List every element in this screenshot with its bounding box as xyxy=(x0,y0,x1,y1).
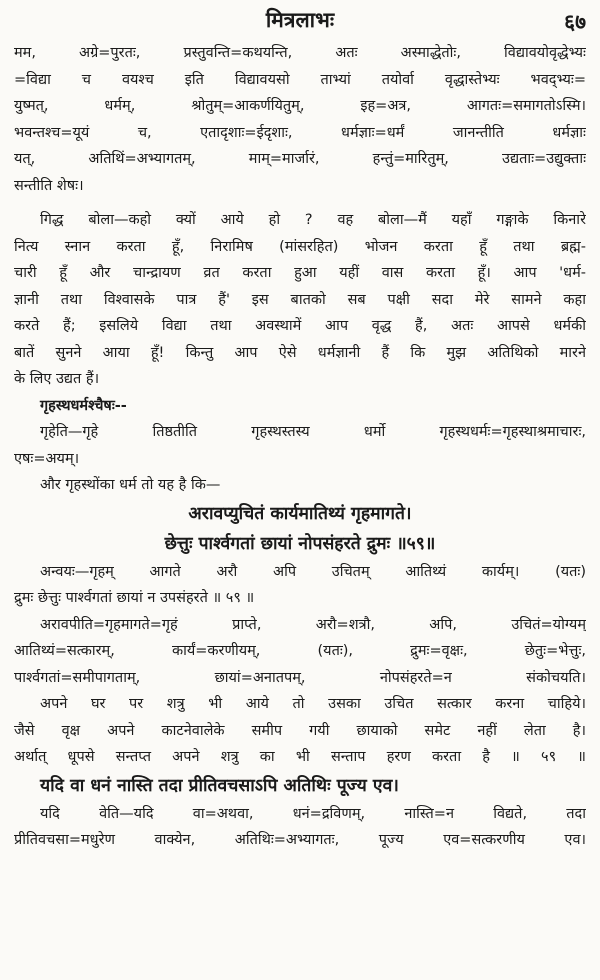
text-line: भवन्तश्च=यूयं च, एतादृशाः=ईदृशाः, धर्मज्ञाः=धर्मं जानन्तीति धर्मज्ञाः xyxy=(14,124,586,141)
text-line: =विद्या च वयश्च इति विद्यावयसो ताभ्यां तयोर्वा वृद्धास्तेभ्यः भवद्भ्यः= xyxy=(14,71,586,88)
text-line: पार्श्वगतां=समीपागताम्, छायां=अनातपम्, नोपसंहरते=न संकोचयति। xyxy=(14,669,586,686)
text-line: नित्य स्नान करता हूँ, निरामिष (मांसरहित) भोजन करता हूँ तथा ब्रह्म- xyxy=(14,238,586,255)
page-number: ६७ xyxy=(564,10,586,34)
text-line: प्रीतिवचसा=मधुरेण वाक्येन, अतिथिः=अभ्यागतः, पूज्य एव=सत्करणीय एव। xyxy=(14,832,586,848)
text-line: के लिए उद्यत हैं। xyxy=(14,371,100,387)
text-line: चारी हूँ और चान्द्रायण व्रत करता हुआ यहीं वास करता हूँ। आप 'धर्म- xyxy=(14,265,586,281)
text-line: यत्, अतिथिं=अभ्यागतम्, माम्=मार्जारं, हन्तुं=मारितुम्, उद्यताः=उद्युक्ताः xyxy=(14,151,586,167)
text-line: बातें सुनने आया हूँ! किन्तु आप ऐसे धर्मज्ञानी हैं कि मुझ अतिथिको मारने xyxy=(14,344,586,361)
text-line: एषः=अयम्। xyxy=(14,450,80,467)
text-line: द्रुमः छेत्तुः पार्श्वगतां छायां न उपसंहरते ॥ ५९ ॥ xyxy=(14,590,255,606)
text-line: और गृहस्थोंका धर्म तो यह है कि— xyxy=(40,477,221,493)
text-line: सन्तीति शेषः। xyxy=(14,177,84,194)
page-header xyxy=(0,6,600,40)
text-line: अपने घर पर शत्रु भी आये तो उसका उचित सत्कार करना चाहिये। xyxy=(40,696,586,712)
text-line: अन्वयः—गृहम् आगते अरौ अपि उचितम् आतिथ्यं कार्यम्। (यतः) xyxy=(40,563,586,580)
text-line: ज्ञानी तथा विश्वासके पात्र हैं' इस बातको सब पक्षी सदा मेरे सामने कहा xyxy=(14,291,586,308)
text-line: अरावपीति=गृहमागते=गृहं प्राप्ते, अरौ=शत्रौ, अपि, उचितं=योग्यम् xyxy=(40,616,586,633)
text-line: करते हैं; इसलिये विद्या तथा अवस्थामें आप वृद्ध हैं, अतः आपसे धर्मकी xyxy=(14,318,586,334)
text-line: अर्थात् धूपसे सन्तप्त अपने शत्रु का भी सन्ताप हरण करता है ॥ ५९ ॥ xyxy=(14,749,586,765)
text-line: युष्मत्, धर्मम्, श्रोतुम्=आकर्णयितुम्, इह=अत्र, आगतः=समागतोऽस्मि। xyxy=(14,98,586,114)
section-heading: गृहस्थधर्मश्चैषः-- xyxy=(40,397,127,414)
text-line: गिद्ध बोला—कहो क्यों आये हो ? वह बोला—मैं यहाँ गङ्गाके किनारे xyxy=(40,212,586,228)
page-body xyxy=(14,40,586,854)
text-line: यदि वेति—यदि वा=अथवा, धनं=द्रविणम्, नास्ति=न विद्यते, तदा xyxy=(40,805,586,822)
text-line: जैसे वृक्ष अपने काटनेवालेके समीप गयी छायाको समेट नहीं लेता है। xyxy=(14,722,586,739)
verse-line: छेत्तुः पार्श्वगतां छायां नोपसंहरते द्रुमः ॥५९॥ xyxy=(164,533,436,554)
text-line: आतिथ्यं=सत्कारम्, कार्यं=करणीयम्, (यतः), द्रुमः=वृक्षः, छेतुः=भेत्तुः, xyxy=(14,643,586,659)
verse-line: यदि वा धनं नास्ति तदा प्रीतिवचसाऽपि अतिथिः पूज्य एव। xyxy=(40,775,399,796)
text-line: मम, अग्रे=पुरतः, प्रस्तुवन्ति=कथयन्ति, अतः अस्माद्धेतोः, विद्यावयोवृद्धेभ्यः xyxy=(14,45,586,61)
running-title: मित्रलाभः xyxy=(265,8,335,32)
verse-line: अरावप्युचितं कार्यमातिथ्यं गृहमागते। xyxy=(188,503,412,524)
text-line: गृहेति—गृहे तिष्ठतीति गृहस्थस्तस्य धर्मो गृहस्थधर्मः=गृहस्थाश्रमाचारः, xyxy=(40,424,586,440)
